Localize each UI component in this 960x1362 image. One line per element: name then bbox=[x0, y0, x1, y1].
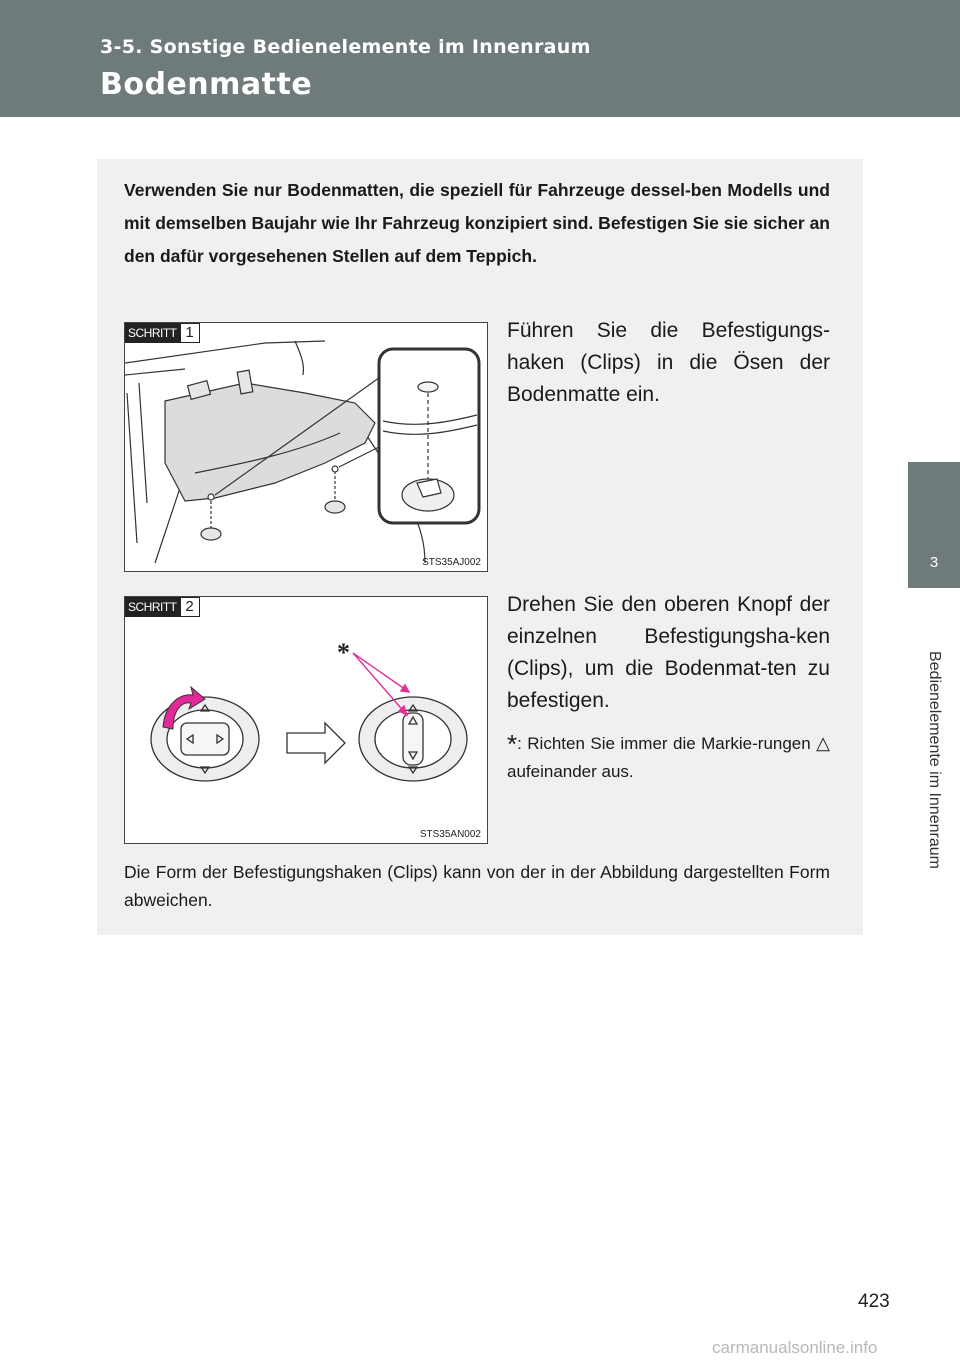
clip-rotation-illustration bbox=[125, 597, 487, 843]
step1-figure-code: STS35AJ002 bbox=[422, 557, 481, 568]
page-number: 423 bbox=[858, 1291, 890, 1312]
note-text-after: aufeinander aus. bbox=[507, 762, 634, 781]
step2-badge-word: SCHRITT bbox=[125, 597, 180, 617]
step1-badge-number: 1 bbox=[180, 323, 200, 343]
note-asterisk: * bbox=[507, 729, 518, 759]
step2-figure bbox=[124, 596, 488, 844]
step1-badge bbox=[125, 323, 200, 343]
intro-paragraph: Verwenden Sie nur Bodenmatten, die speziell für Fahrzeuge dessel-ben Modells und mit demselben Baujahr wie Ihr Fahrzeug konzipiert sind. Befestigen Sie sie sicher an den dafür vorgesehenen Stellen auf dem Teppich. bbox=[124, 180, 830, 266]
chapter-tab bbox=[908, 462, 960, 588]
step2-badge bbox=[125, 597, 200, 617]
note bbox=[507, 726, 830, 786]
step1-text: Führen Sie die Befestigungs-haken (Clips) in die Ösen der Bodenmatte ein. bbox=[507, 319, 830, 406]
chapter-number: 3 bbox=[929, 554, 939, 571]
header-band bbox=[0, 0, 960, 117]
clip-shape-note: Die Form der Befestigungshaken (Clips) kann von der in der Abbildung dargestellten Form abweichen. bbox=[124, 862, 830, 910]
step2-text: Drehen Sie den oberen Knopf der einzelnen Befestigungsha-ken (Clips), um die Bodenmat-ten zu befestigen. bbox=[507, 593, 830, 712]
chapter-label: Bedienelemente im Innenraum bbox=[926, 651, 943, 869]
step2-marker: * bbox=[337, 638, 350, 667]
step2-badge-number: 2 bbox=[180, 597, 200, 617]
section-title: 3-5. Sonstige Bedienelemente im Innenraum bbox=[100, 36, 591, 58]
page-title: Bodenmatte bbox=[100, 67, 313, 102]
floor-mat-illustration bbox=[125, 323, 487, 571]
step2-figure-code: STS35AN002 bbox=[419, 829, 481, 840]
note-text-before: : Richten Sie immer die Markie-rungen bbox=[517, 734, 817, 753]
triangle-mark-icon: △ bbox=[816, 733, 830, 753]
step1-figure bbox=[124, 322, 488, 572]
step1-badge-word: SCHRITT bbox=[125, 323, 180, 343]
watermark: carmanualsonline.info bbox=[712, 1338, 878, 1357]
